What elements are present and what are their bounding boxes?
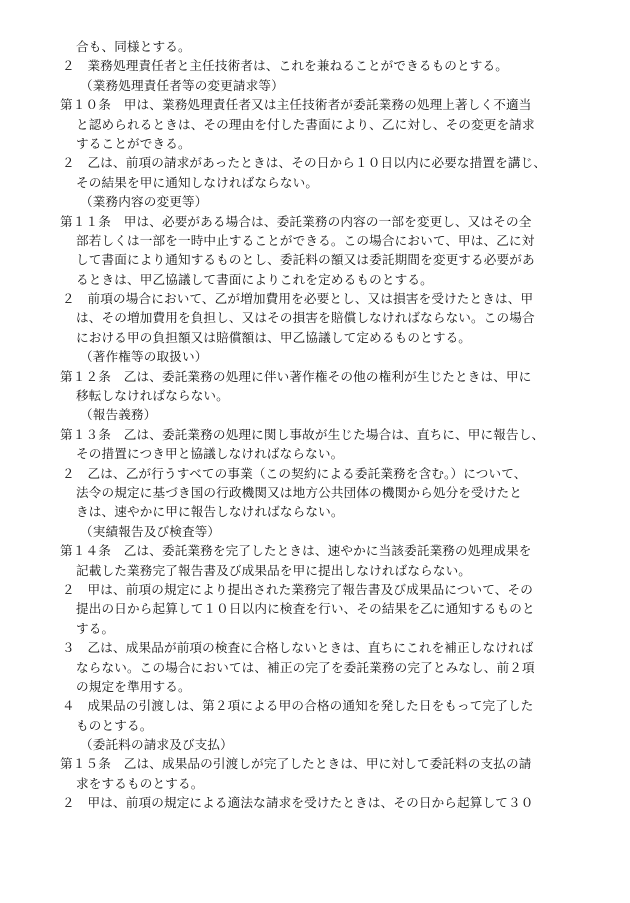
article-10: 第１０条 甲は、業務処理責任者又は主任技術者が委託業務の処理上著しく不適当 <box>60 97 532 113</box>
text-line: は、その増加費用を負担し、又はその損害を賠償しなければならない。この場合 <box>76 310 535 326</box>
section-heading: （報告義務） <box>80 407 157 423</box>
text-line: ２ 業務処理責任者と主任技術者は、これを兼ねることができるものとする。 <box>62 58 509 74</box>
text-line: ２ 甲は、前項の規定による適法な請求を受けたときは、その日から起算して３０ <box>62 795 534 811</box>
article-15: 第１５条 乙は、成果品の引渡しが完了したときは、甲に対して委託料の支払の請 <box>60 756 532 772</box>
text-line: ２ 乙は、乙が行うすべての事業（この契約による委託業務を含む。）について、 <box>62 465 527 481</box>
text-line: 法令の規定に基づき国の行政機関又は地方公共団体の機関から処分を受けたと <box>76 484 523 500</box>
text-line: 求をするものとする。 <box>76 775 204 791</box>
text-line: 合も、同様とする。 <box>76 39 191 54</box>
article-11: 第１１条 甲は、必要がある場合は、委託業務の内容の一部を変更し、又はその全 <box>60 213 532 229</box>
text-line: 記載した業務完了報告書及び成果品を甲に提出しなければならない。 <box>76 562 472 578</box>
text-line: 提出の日から起算して１０日以内に検査を行い、その結果を乙に通知するものと <box>76 601 535 617</box>
text-line: における甲の負担額又は賠償額は、甲乙協議して定めるものとする。 <box>76 329 472 345</box>
text-line: ２ 甲は、前項の規定により提出された業務完了報告書及び成果品について、その <box>62 581 534 597</box>
section-heading: （業務内容の変更等） <box>80 194 208 210</box>
article-14: 第１４条 乙は、委託業務を完了したときは、速やかに当該委託業務の処理成果を <box>60 543 532 559</box>
text-line: ならない。この場合においては、補正の完了を委託業務の完了とみなし、前２項 <box>76 659 535 675</box>
text-line: 部若しくは一部を一時中止することができる。この場合において、甲は、乙に対 <box>76 232 535 248</box>
text-line: きは、速やかに甲に報告しなければならない。 <box>76 504 344 520</box>
text-line: することができる。 <box>76 135 191 151</box>
section-heading: （業務処理責任者等の変更請求等） <box>80 77 284 93</box>
text-line: ２ 前項の場合において、乙が増加費用を必要とし、又は損害を受けたときは、甲 <box>62 291 534 307</box>
section-heading: （委託料の請求及び支払） <box>80 737 233 753</box>
article-12: 第１２条 乙は、委託業務の処理に伴い著作権その他の権利が生じたときは、甲に <box>60 368 532 384</box>
text-line: する。 <box>76 620 115 636</box>
text-line: して書面により通知するものとし、委託料の額又は委託期間を変更する必要があ <box>76 252 535 268</box>
text-line: その結果を甲に通知しなければならない。 <box>76 174 319 190</box>
text-line: 移転しなければならない。 <box>76 388 229 404</box>
article-13: 第１３条 乙は、委託業務の処理に関し事故が生じた場合は、直ちに、甲に報告し、 <box>60 426 545 442</box>
text-line: るときは、甲乙協議して書面によりこれを定めるものとする。 <box>76 271 433 287</box>
text-line: その措置につき甲と協議しなければならない。 <box>76 446 344 462</box>
text-line: と認められるときは、その理由を付した書面により、乙に対し、その変更を請求 <box>76 116 535 132</box>
section-heading: （実績報告及び検査等） <box>80 523 221 539</box>
text-line: ２ 乙は、前項の請求があったときは、その日から１０日以内に必要な措置を講じ、 <box>62 155 547 171</box>
text-line: ４ 成果品の引渡しは、第２項による甲の合格の通知を発した日をもって完了した <box>62 698 534 714</box>
text-line: ３ 乙は、成果品が前項の検査に合格しないときは、直ちにこれを補正しなければ <box>62 640 534 656</box>
text-line: の規定を準用する。 <box>76 678 191 694</box>
text-line: ものとする。 <box>76 717 153 733</box>
section-heading: （著作権等の取扱い） <box>80 349 208 365</box>
contract-page <box>60 37 608 813</box>
